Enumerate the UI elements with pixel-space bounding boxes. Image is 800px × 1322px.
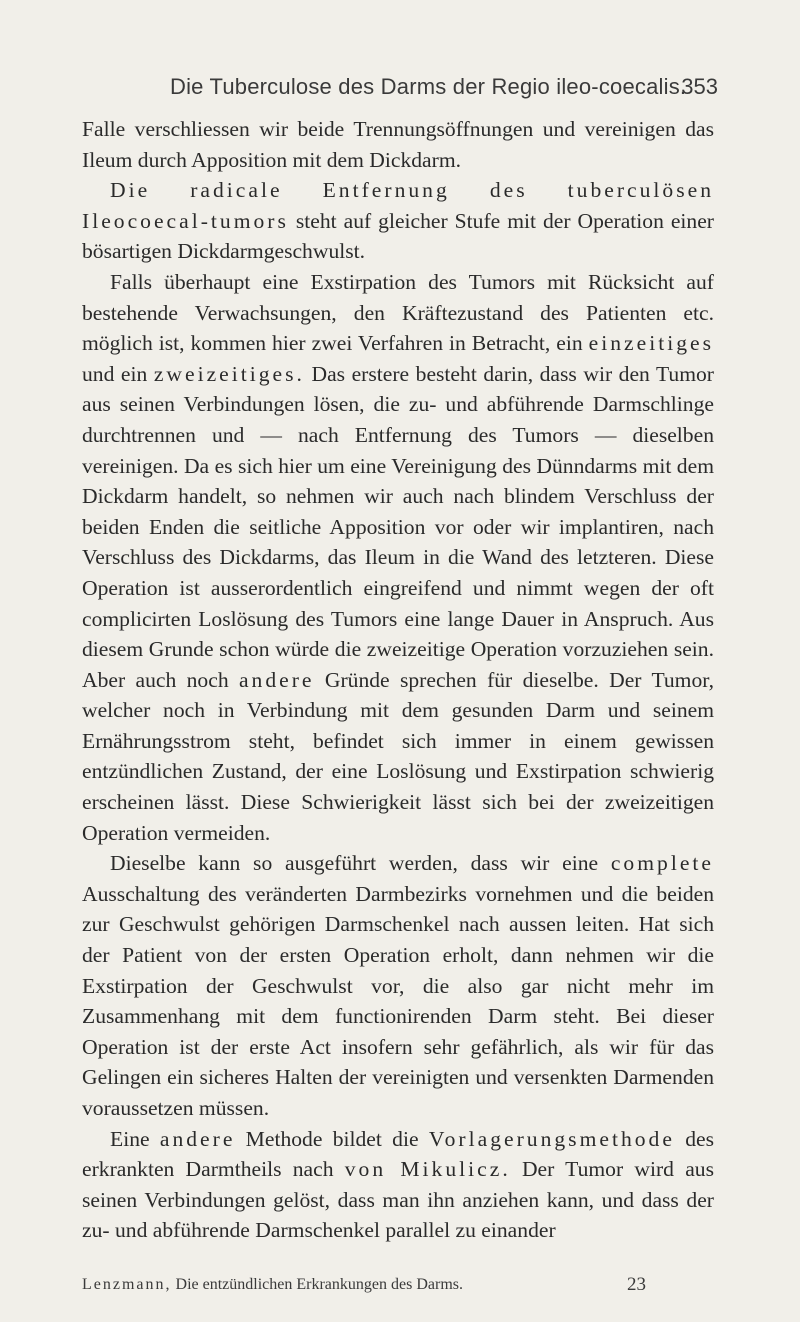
paragraph-4-emphasis-complete: complete <box>610 851 714 876</box>
paragraph-3-text-a: Falls überhaupt eine Exstirpation des Tumors mit Rücksicht auf bestehende Verwachsungen, den Kräftezustand des Patienten etc. möglich ist, kommen hier zwei Verfahren in Betracht, ein <box>82 269 714 356</box>
paragraph-2-text: steht auf gleicher Stufe mit der Operation einer bösartigen Dickdarmgeschwulst. <box>82 208 714 264</box>
paragraph-5-emphasis-mikulicz: von Mikulicz. <box>344 1157 511 1182</box>
paragraph-2 <box>82 175 714 267</box>
paragraph-2-lead: Die radicale Entfernung des tuberculösen Ileocoecal-tumors <box>82 178 714 233</box>
paragraph-5-text-a: Eine <box>110 1126 160 1151</box>
paragraph-3-text-d: Gründe sprechen für dieselbe. Der Tumor, welcher noch in Verbindung mit dem gesunden Darm und seinem Ernährungsstrom steht, befindet sich immer in einem gewissen entzündlichen Zustand, der eine Loslösung und Exstirpation schwierig erscheinen lässt. Diese Schwierigkeit lässt sich bei der zweizeitigen Operation vermeiden. <box>82 667 714 845</box>
footer-book-title: Die entzündlichen Erkrankungen des Darms. <box>171 1276 463 1293</box>
paragraph-3-text-c: Das erstere besteht darin, dass wir den Tumor aus seinen Verbindungen lösen, die zu- und abführende Darmschlinge durchtrennen und — nach Entfernung des Tumors — dieselben vereinigen. Da es sich hier um eine Vereinigung des Dünndarms mit dem Dickdarm handelt, so nehmen wir auch nach blindem Verschluss der beiden Enden die seitliche Apposition vor oder wir implantiren, nach Verschluss des Dickdarms, das Ileum in die Wand des letzteren. Diese Operation ist ausserordentlich eingreifend und nimmt wegen der oft complicirten Loslösung des Tumors eine lange Dauer in Anspruch. Aus diesem Grunde schon würde die zweizeitige Operation vorzuziehen sein. Aber auch noch <box>82 361 714 692</box>
paragraph-4-text-a: Dieselbe kann so ausgeführt werden, dass wir eine <box>110 851 611 876</box>
paragraph-1-text: Falle verschliessen wir beide Trennungsöffnungen und vereinigen das Ileum durch Apposition mit dem Dickdarm. <box>82 117 714 172</box>
paragraph-1 <box>82 114 714 175</box>
footer-author: Lenzmann, <box>82 1276 172 1293</box>
paragraph-5-text-d: Der Tumor wird aus seinen Verbindungen gelöst, dass man ihn anziehen kann, und dass der zu- und abführende Darmschenkel parallel zu einander <box>82 1157 714 1243</box>
running-title: Die Tuberculose des Darms der Regio ileo-coecalis. <box>170 74 687 99</box>
paragraph-3-text-b: und ein <box>82 361 154 386</box>
paragraph-5-text-b: Methode bildet die <box>235 1126 429 1151</box>
footer-source-line <box>82 1276 463 1294</box>
paragraph-5-emphasis-vorlagerungsmethode: Vorlagerungsmethode <box>428 1126 675 1151</box>
printer-signature: 23 <box>627 1274 646 1295</box>
paragraph-3-emphasis-andere: andere <box>238 667 315 692</box>
paragraph-3-emphasis-einzeitiges: einzeitiges <box>588 331 714 356</box>
paragraph-4 <box>82 848 714 1123</box>
paragraph-4-text-b: Ausschaltung des veränderten Darmbezirks vornehmen und die beiden zur Geschwulst gehörigen Darmschenkel nach aussen leiten. Hat sich der Patient von der ersten Operation erholt, dann nehmen wir die Exstirpation der Geschwulst vor, die also gar nicht mehr im Zusammenhang mit dem functionirenden Darm steht. Bei dieser Operation ist der erste Act insofern sehr gefährlich, als wir für das Gelingen ein sicheres Halten der vereinigten und versenkten Darmenden voraussetzen müssen. <box>82 881 714 1120</box>
body-text <box>82 114 714 1246</box>
paragraph-5-emphasis-andere: andere <box>159 1126 236 1151</box>
paragraph-5-text-c: des erkrankten Darmtheils nach <box>82 1126 714 1182</box>
paragraph-5 <box>82 1124 714 1246</box>
page-number: 353 <box>681 74 718 99</box>
paragraph-3 <box>82 267 714 848</box>
page-header <box>0 74 800 106</box>
paragraph-3-emphasis-zweizeitiges: zweizeitiges. <box>153 361 305 386</box>
page-footer <box>82 1276 714 1304</box>
